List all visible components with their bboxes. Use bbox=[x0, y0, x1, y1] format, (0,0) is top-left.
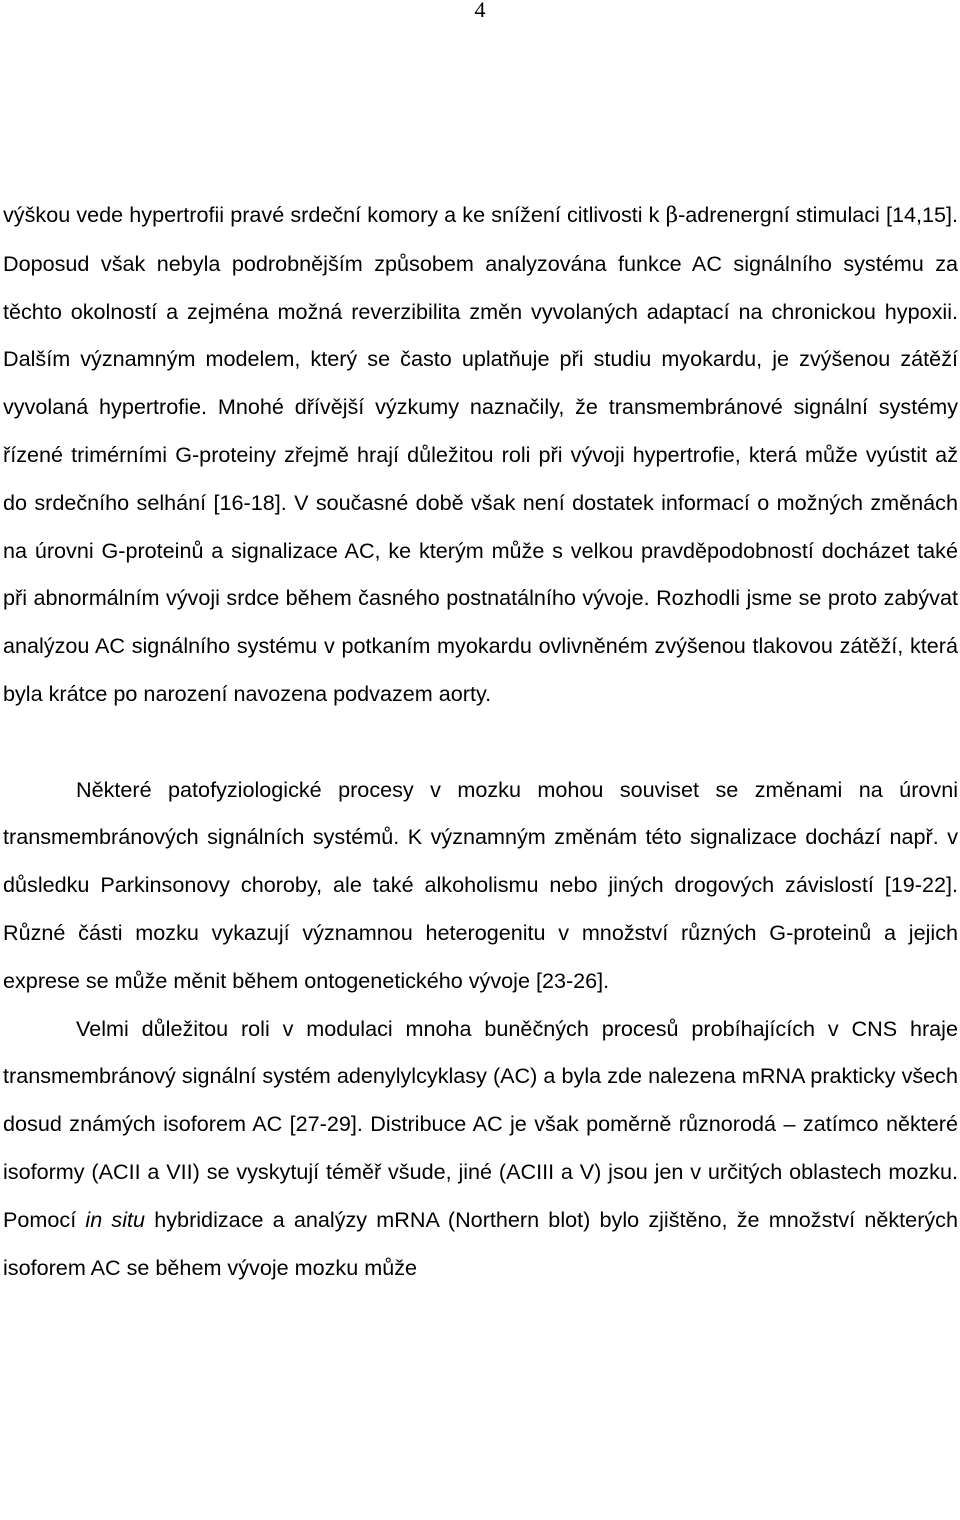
page-number: 4 bbox=[474, 0, 486, 22]
paragraph-text: Velmi důležitou roli v modulaci mnoha buněčných procesů probíhajících v CNS hraje transmembránový signální systém adenylylcyklasy (AC) a byla zde nalezena mRNA prakticky všech dosud známých isoforem AC [27-29]. Distribuce AC je však poměrně různorodá – zatímco některé isoformy (ACII a VII) se vyskytují téměř všude, jiné (ACIII a V) jsou jen v určitých oblastech mozku. Pomocí bbox=[3, 1015, 958, 1232]
paragraph-text: hybridizace a analýzy mRNA (Northern blot) bylo zjištěno, že množství některých isoforem AC se během vývoje mozku může bbox=[3, 1206, 958, 1280]
paragraph-brain-pathophysiology: Některé patofyziologické procesy v mozku mohou souviset se změnami na úrovni transmembránových signálních systémů. K významným změnám této signalizace dochází např. v důsledku Parkinsonovy choroby, ale také alkoholismu nebo jiných drogových závislostí [19-22]. Různé části mozku vykazují významnou heterogenitu v množství různých G-proteinů a jejich exprese se může měnit během ontogenetického vývoje [23-26]. bbox=[3, 776, 958, 993]
document-body bbox=[3, 191, 958, 1291]
paragraph-text: -adrenergní stimulaci [14,15]. Doposud však nebyla podrobnějším způsobem analyzována funkce AC signálního systému za těchto okolností a zejména možná reverzibilita změn vyvolaných adaptací na chronickou hypoxii. Dalším významným modelem, který se často uplatňuje při studiu myokardu, je zvýšenou zátěží vyvolaná hypertrofie. Mnohé dřívější výzkumy naznačily, že transmembránové signální systémy řízené trimérními G-proteiny zřejmě hrají důležitou roli při vývoji hypertrofie, která může vyústit až do srdečního selhání [16-18]. V současné době však není dostatek informací o možných změnách na úrovni G-proteinů a signalizace AC, ke kterým může s velkou pravděpodobností docházet také při abnormálním vývoji srdce během časného postnatálního vývoje. Rozhodli jsme se proto zabývat analýzou AC signálního systému v potkaním myokardu ovlivněném zvýšenou tlakovou zátěží, která byla krátce po narození navozena podvazem aorty. bbox=[3, 202, 958, 706]
paragraph-adenylylcyclase-cns bbox=[3, 1005, 958, 1292]
italic-term: in situ bbox=[85, 1206, 146, 1232]
paragraph-hypertrophy bbox=[3, 191, 958, 718]
paragraph-text: výškou vede hypertrofii pravé srdeční komory a ke snížení citlivosti k bbox=[3, 202, 666, 227]
beta-symbol: β bbox=[665, 203, 679, 228]
